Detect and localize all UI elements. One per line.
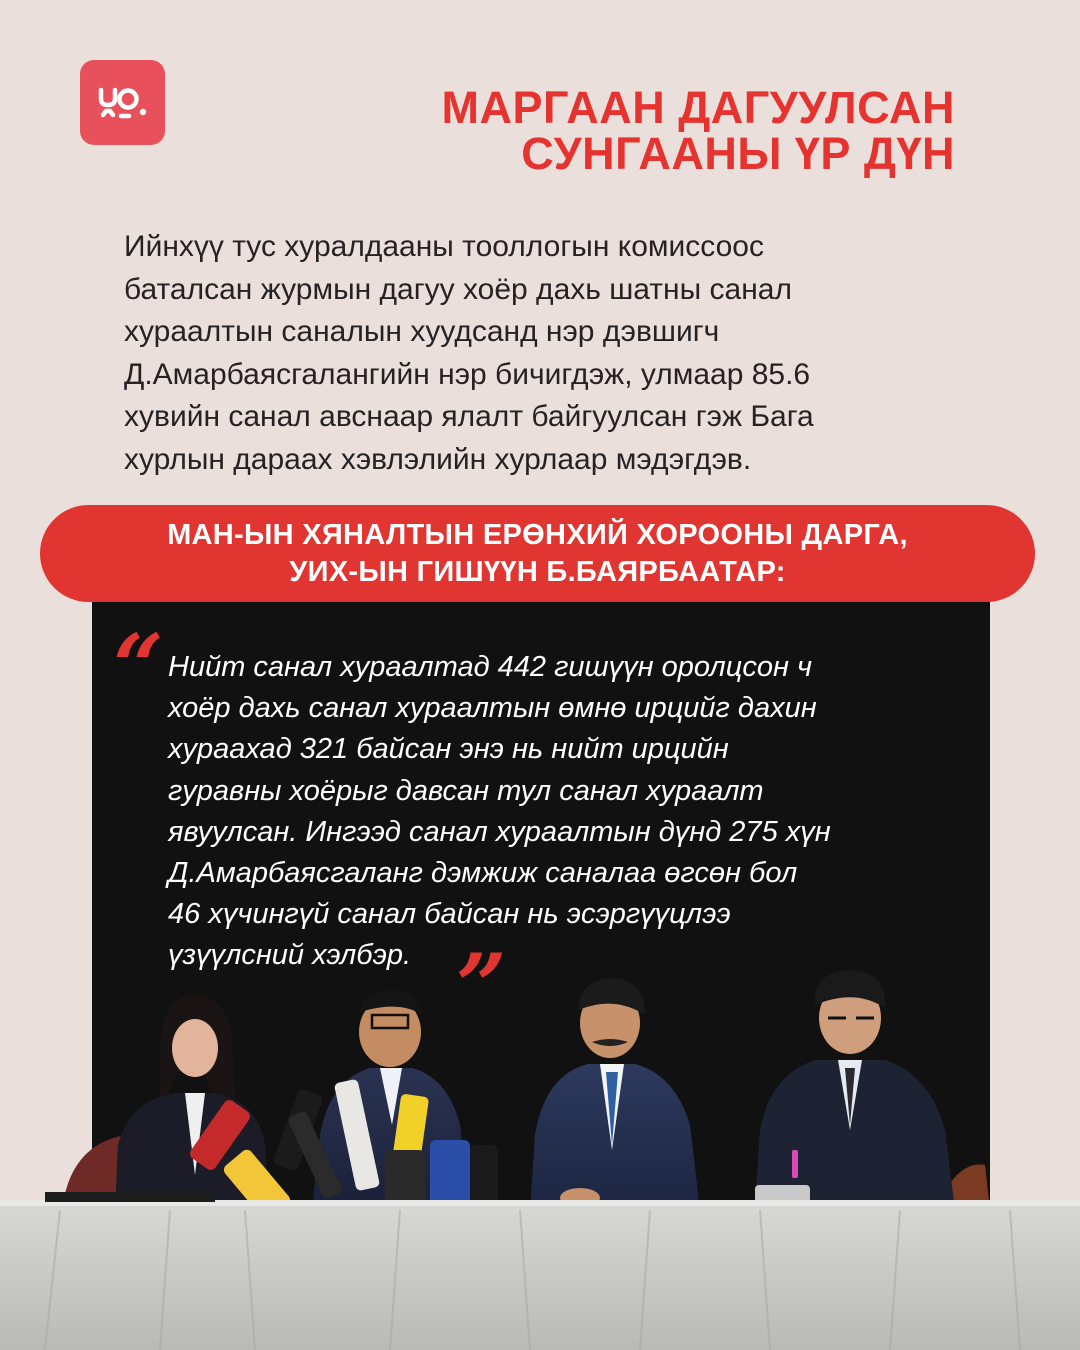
body-line: хувийн санал авснаар ялалт байгуулсан гэж Бага — [124, 400, 814, 433]
body-line: Д.Амарбаясгалангийн нэр бичигдэж, улмаар 85.6 — [124, 357, 811, 391]
quote-line: Нийт санал хураалтад 442 гишүүн оролцсон ч — [168, 651, 812, 683]
speaker-banner — [40, 505, 1035, 602]
news-logo-icon — [97, 86, 149, 120]
quote-line: хоёр дахь санал хураалтын өмнө ирцийг дахин — [168, 692, 817, 725]
headline-line: СУНГААНЫ ҮР ДҮН — [521, 128, 955, 179]
quote-line: үзүүлсний хэлбэр. — [168, 939, 412, 972]
close-quote-icon: ” — [456, 934, 507, 1038]
speaker-banner-line: МАН-ЫН ХЯНАЛТЫН ЕРӨНХИЙ ХОРООНЫ ДАРГА, — [167, 518, 908, 551]
body-paragraph — [124, 226, 904, 481]
headline — [395, 82, 955, 179]
brand-logo — [80, 60, 165, 145]
quote-line: хураахад 321 байсан энэ нь нийт ирцийн — [168, 733, 729, 766]
quote-line: 46 хүчингүй санал байсан нь эсэргүүцлээ — [168, 898, 731, 931]
press-conference-photo — [0, 960, 1080, 1350]
quote-text — [168, 647, 948, 977]
body-line: Ийнхүү тус хуралдааны тооллогын комиссоос — [124, 230, 764, 263]
open-quote-icon: “ — [113, 614, 164, 718]
quote-line: Д.Амарбаясгаланг дэмжиж саналаа өгсөн бол — [168, 857, 798, 890]
headline-line: МАРГААН ДАГУУЛСАН — [441, 82, 955, 133]
body-line: хураалтын саналын хуудсанд нэр дэвшигч — [124, 315, 720, 348]
speaker-banner-line: УИХ-ЫН ГИШҮҮН Б.БАЯРБААТАР: — [289, 555, 786, 588]
body-line: баталсан журмын дагуу хоёр дахь шатны санал — [124, 272, 792, 306]
body-line: хурлын дараах хэвлэлийн хурлаар мэдэгдэв. — [124, 442, 752, 476]
quote-line: явуулсан. Ингээд санал хураалтын дүнд 275 хүн — [168, 815, 831, 848]
quote-line: гуравны хоёрыг давсан тул санал хураалт — [168, 774, 764, 807]
